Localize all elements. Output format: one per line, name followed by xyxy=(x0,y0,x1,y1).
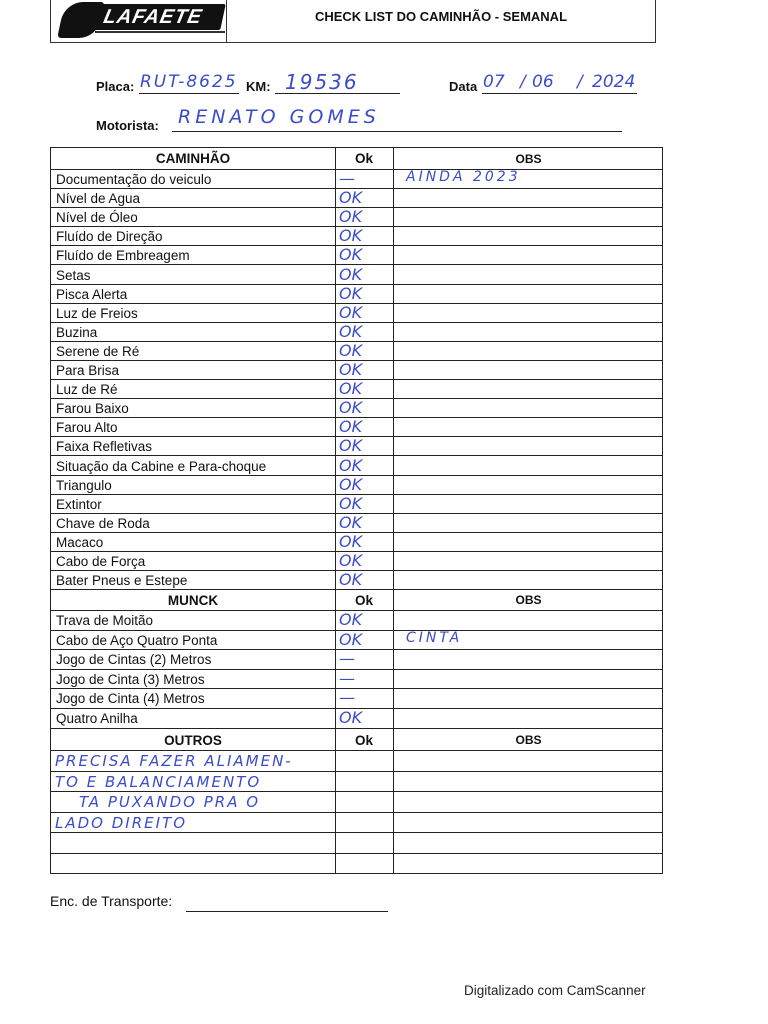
ok-mark[interactable]: — xyxy=(339,688,355,708)
form-header xyxy=(50,0,656,43)
data-label: Data xyxy=(449,79,478,94)
data-line xyxy=(482,93,637,94)
ok-mark[interactable]: — xyxy=(339,649,355,669)
checklist-row xyxy=(51,208,662,227)
placa-label: Placa: xyxy=(96,79,135,94)
checklist-row xyxy=(51,361,662,380)
placa-value[interactable]: RUT-8625 xyxy=(140,72,238,92)
enc-transporte-line[interactable] xyxy=(186,911,388,912)
data-year[interactable]: 2024 xyxy=(592,72,636,92)
section-header-row xyxy=(51,590,662,611)
item-label: Cabo de Aço Quatro Ponta xyxy=(56,632,218,648)
motorista-value[interactable]: RENATO GOMES xyxy=(178,106,380,128)
motorista-line xyxy=(172,131,622,132)
checklist-row xyxy=(51,552,662,571)
checklist-row xyxy=(51,495,662,514)
ok-mark[interactable]: OK xyxy=(339,379,363,399)
checklist-row xyxy=(51,285,662,304)
outros-note-line[interactable]: LADO DIREITO xyxy=(55,813,188,832)
item-label: Jogo de Cintas (2) Metros xyxy=(56,652,212,668)
checklist-row xyxy=(51,709,662,729)
ok-mark[interactable]: OK xyxy=(339,512,363,532)
item-label: Fluído de Direção xyxy=(56,229,163,245)
checklist-row xyxy=(51,689,662,709)
checklist-row xyxy=(51,611,662,631)
item-label: Documentação do veiculo xyxy=(56,172,212,187)
checklist-row xyxy=(51,266,662,285)
section-title: OUTROS xyxy=(164,733,222,748)
checklist-row xyxy=(51,304,662,323)
item-label: Chave de Roda xyxy=(56,515,150,531)
ok-mark[interactable]: OK xyxy=(339,321,363,341)
obs-column-header: OBS xyxy=(515,593,542,607)
item-label: Farou Baixo xyxy=(56,401,129,417)
checklist-row xyxy=(51,437,662,456)
ok-mark[interactable]: OK xyxy=(339,570,363,590)
logo-underline xyxy=(95,31,225,39)
checklist-row xyxy=(51,246,662,265)
item-label: Extintor xyxy=(56,496,102,512)
outros-note-line[interactable]: PRECISA FAZER ALIAMEN- xyxy=(55,752,293,770)
ok-mark[interactable]: OK xyxy=(339,207,363,227)
ok-mark[interactable]: OK xyxy=(339,708,363,727)
checklist-row xyxy=(51,533,662,552)
item-label: Fluído de Embreagem xyxy=(56,248,190,264)
checklist-table xyxy=(50,147,663,874)
section-header-row xyxy=(51,730,662,751)
ok-mark[interactable]: — xyxy=(339,169,355,188)
obs-column-header: OBS xyxy=(515,733,542,747)
checklist-row xyxy=(51,457,662,476)
item-label: Farou Alto xyxy=(56,420,118,436)
ok-mark[interactable]: — xyxy=(339,668,355,688)
section-title: CAMINHÃO xyxy=(155,151,231,166)
item-label: Jogo de Cinta (3) Metros xyxy=(56,671,205,687)
ok-mark[interactable]: OK xyxy=(339,551,363,570)
checklist-row xyxy=(51,380,662,399)
outros-note-line[interactable]: TO E BALANCIAMENTO xyxy=(55,772,262,791)
ok-mark[interactable]: OK xyxy=(339,398,363,418)
notes-row xyxy=(51,833,662,854)
checklist-row xyxy=(51,342,662,361)
checklist-row xyxy=(51,323,662,342)
checklist-row xyxy=(51,170,662,189)
data-sep-1: / xyxy=(520,72,526,92)
checklist-row xyxy=(51,631,662,651)
item-label: Serene de Ré xyxy=(56,343,140,359)
item-label: Bater Pneus e Estepe xyxy=(56,573,188,589)
item-label: Buzina xyxy=(56,324,98,340)
item-label: Pisca Alerta xyxy=(56,286,128,302)
ok-mark[interactable]: OK xyxy=(339,302,363,322)
item-label: Faixa Refletivas xyxy=(56,439,153,455)
ok-mark[interactable]: OK xyxy=(339,360,363,379)
item-label: Trava de Moitão xyxy=(56,613,154,628)
checklist-row xyxy=(51,476,662,495)
checklist-row xyxy=(51,189,662,208)
ok-mark[interactable]: OK xyxy=(339,264,363,284)
checklist-row xyxy=(51,571,662,590)
item-label: Triangulo xyxy=(56,477,112,493)
item-label: Luz de Freios xyxy=(56,305,138,321)
enc-transporte-label: Enc. de Transporte: xyxy=(50,893,173,909)
ok-column-header: Ok xyxy=(354,151,373,166)
ok-mark[interactable]: OK xyxy=(339,188,363,208)
placa-line xyxy=(139,93,239,94)
company-logo xyxy=(55,0,227,42)
ok-mark[interactable]: OK xyxy=(339,226,363,246)
section-header-row xyxy=(51,148,662,170)
data-day[interactable]: 07 xyxy=(483,72,505,92)
checklist-row xyxy=(51,514,662,533)
item-label: Nível de Óleo xyxy=(56,210,138,226)
checklist-row xyxy=(51,418,662,437)
item-label: Jogo de Cinta (4) Metros xyxy=(56,691,205,707)
ok-column-header: Ok xyxy=(354,733,373,748)
data-month[interactable]: 06 xyxy=(532,72,554,92)
ok-mark[interactable]: OK xyxy=(339,531,363,551)
ok-mark[interactable]: OK xyxy=(339,340,363,360)
scanner-watermark: Digitalizado com CamScanner xyxy=(464,983,646,998)
ok-mark[interactable]: OK xyxy=(339,493,363,513)
obs-note[interactable]: CINTA xyxy=(406,629,463,646)
checklist-row xyxy=(51,670,662,690)
checklist-row xyxy=(51,399,662,418)
checklist-row xyxy=(51,227,662,246)
ok-mark[interactable]: OK xyxy=(339,629,363,649)
ok-mark[interactable]: OK xyxy=(339,474,363,494)
item-label: Luz de Ré xyxy=(56,382,118,398)
motorista-label: Motorista: xyxy=(96,118,159,133)
data-sep-2: / xyxy=(577,72,583,92)
ok-mark[interactable]: OK xyxy=(339,245,363,265)
ok-mark[interactable]: OK xyxy=(339,436,363,456)
ok-column-header: Ok xyxy=(354,593,373,608)
ok-mark[interactable]: OK xyxy=(339,455,363,475)
km-value[interactable]: 19536 xyxy=(285,70,359,94)
checklist-row xyxy=(51,650,662,670)
logo-text: LAFAETE xyxy=(80,4,226,30)
item-label: Para Brisa xyxy=(56,363,120,378)
item-label: Quatro Anilha xyxy=(56,711,138,726)
outros-note-line[interactable]: TA PUXANDO PRA O xyxy=(79,793,261,811)
obs-column-header: OBS xyxy=(515,152,542,166)
item-label: Cabo de Força xyxy=(56,554,146,569)
section-title: MUNCK xyxy=(167,593,219,608)
obs-note[interactable]: AINDA 2023 xyxy=(406,169,521,185)
form-title: CHECK LIST DO CAMINHÃO - SEMANAL xyxy=(314,9,568,24)
km-label: KM: xyxy=(246,79,271,94)
item-label: Nível de Agua xyxy=(56,191,141,207)
notes-row xyxy=(51,854,662,875)
ok-mark[interactable]: OK xyxy=(339,283,363,303)
ok-mark[interactable]: OK xyxy=(339,417,363,437)
item-label: Situação da Cabine e Para-choque xyxy=(56,458,267,474)
item-label: Setas xyxy=(56,267,91,283)
item-label: Macaco xyxy=(56,534,104,550)
ok-mark[interactable]: OK xyxy=(339,610,363,629)
